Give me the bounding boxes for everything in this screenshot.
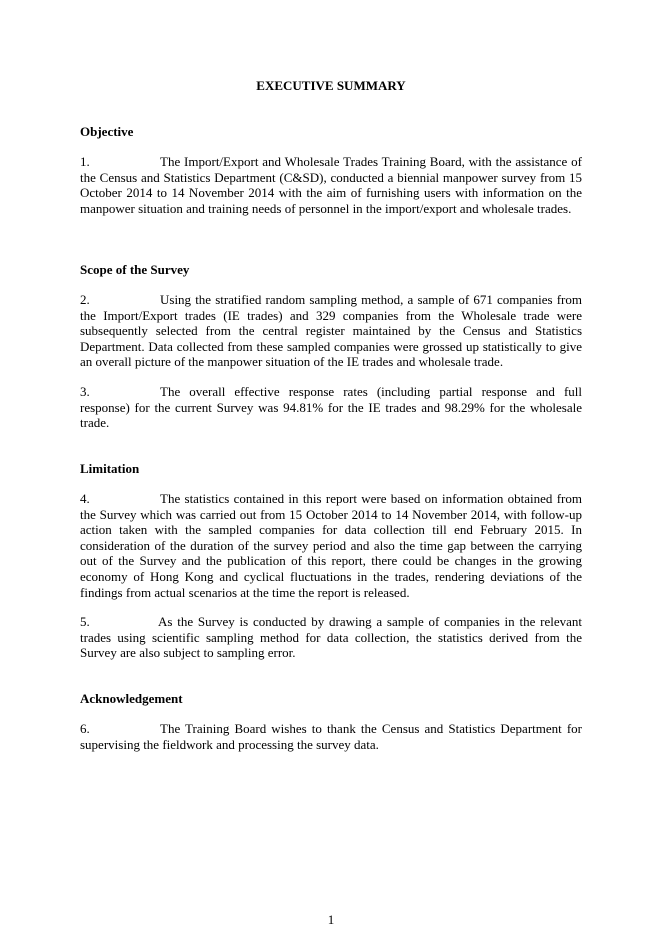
paragraph-number: 6.	[80, 721, 90, 736]
paragraph-text: As the Survey is conducted by drawing a sample of companies in the relevant trades using scientific sampling method for data collection, the statistics derived from the Survey are also subject to sampling error.	[80, 614, 582, 661]
paragraph-number: 3.	[80, 384, 90, 399]
paragraph-number: 5.	[80, 614, 90, 629]
page-number: 1	[327, 912, 335, 927]
paragraph-4	[80, 491, 582, 600]
paragraph-2	[80, 292, 582, 370]
paragraph-text: The statistics contained in this report were based on information obtained from the Survey which was carried out from 15 October 2014 to 14 November 2014, with follow-up action taken with the sampled companies for data collection till end February 2015. In consideration of the duration of the survey period and also the time gap between the carrying out of the Survey and the publication of this report, there could be changes in the growing economy of Hong Kong and cyclical fluctuations in the trades, rendering deviations of the findings from actual scenarios at the time the report is released.	[80, 491, 582, 600]
paragraph-text: The Import/Export and Wholesale Trades Training Board, with the assistance of the Census and Statistics Department (C&SD), conducted a biennial manpower survey from 15 October 2014 to 14 November 2014 with the aim of furnishing users with information on the manpower situation and training needs of personnel in the import/export and wholesale trades.	[80, 154, 582, 216]
paragraph-number: 1.	[80, 154, 90, 169]
section-heading-limitation: Limitation	[80, 461, 140, 476]
paragraph-1	[80, 154, 582, 216]
paragraph-5	[80, 614, 582, 661]
section-heading-acknowledgement: Acknowledgement	[80, 691, 183, 706]
paragraph-number: 4.	[80, 491, 90, 506]
paragraph-text: The overall effective response rates (including partial response and full response) for the current Survey was 94.81% for the IE trades and 98.29% for the wholesale trade.	[80, 384, 582, 431]
paragraph-6	[80, 721, 582, 752]
paragraph-number: 2.	[80, 292, 90, 307]
paragraph-3	[80, 384, 582, 431]
paragraph-text: Using the stratified random sampling method, a sample of 671 companies from the Import/Export trades (IE trades) and 329 companies from the Wholesale trade were subsequently selected from the central register maintained by the Census and Statistics Department. Data collected from these sampled companies were grossed up statistically to give an overall picture of the manpower situation of the IE trades and wholesale trade.	[80, 292, 582, 370]
document-page	[80, 0, 582, 936]
section-heading-scope: Scope of the Survey	[80, 262, 190, 277]
section-heading-objective: Objective	[80, 124, 134, 139]
paragraph-text: The Training Board wishes to thank the Census and Statistics Department for supervising the fieldwork and processing the survey data.	[80, 721, 582, 752]
page-title: EXECUTIVE SUMMARY	[256, 78, 406, 93]
